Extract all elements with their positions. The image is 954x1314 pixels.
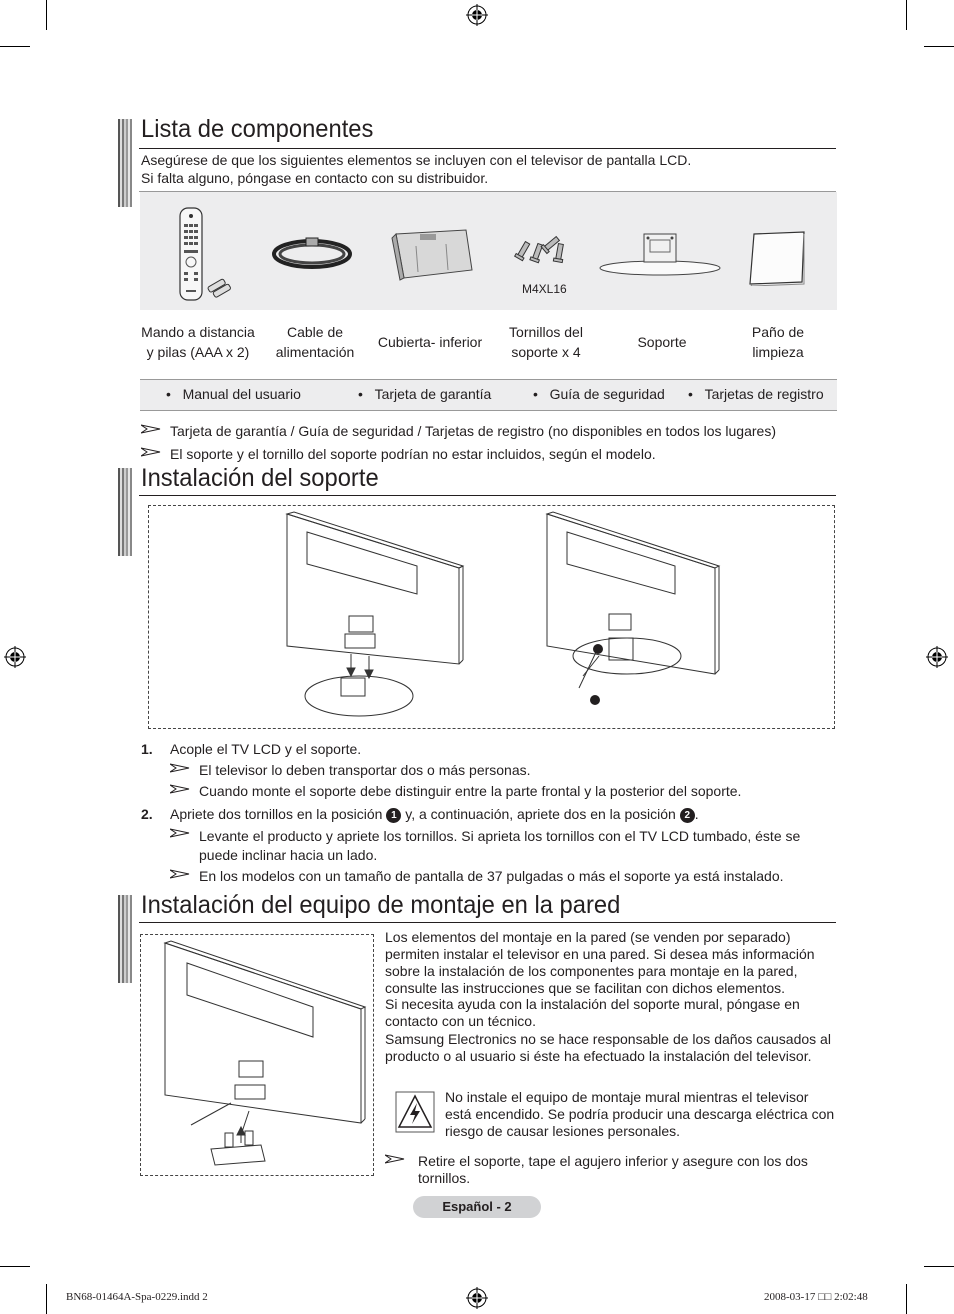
components-image-strip [140,192,837,310]
cleaning-cloth-icon [746,230,808,286]
registration-mark-icon [466,4,488,26]
section-title-stand: Instalación del soporte [141,464,379,492]
accessory-item: • Manual del usuario [166,386,301,402]
step-text: Apriete dos tornillos en la posición 1 y, a continuación, apriete dos en la posición 2 . [170,806,699,822]
warning-text: No instale el equipo de montaje mural mientras el televisor está encendido. Se podría producir una descarga eléctrica con riesgo de causar lesiones personales. [445,1089,835,1139]
note-arrow-icon [141,424,161,434]
registration-mark-icon [466,1287,488,1309]
registration-mark-icon [4,646,26,668]
crop-mark [906,1284,907,1314]
note-text: Tarjeta de garantía / Guía de seguridad / Tarjetas de registro (no disponibles en todos los lugares) [170,423,776,439]
crop-mark [906,0,907,30]
accessories-row [140,379,837,411]
callout-1-icon [590,695,600,705]
section-rule [139,148,836,149]
intro-line: Si falta alguno, póngase en contacto con su distribuidor. [141,170,489,186]
callout-number-1: 1 [386,808,401,823]
crop-mark [0,1266,30,1267]
wall-mount-illustration-box [140,934,374,1176]
crop-mark [924,46,954,47]
step-number: 1. [141,741,153,757]
note-text: Retire el soporte, tape el agujero inferior y asegure con los dos tornillos. [418,1153,808,1186]
crop-mark [46,1284,47,1314]
note-arrow-icon [170,869,190,879]
stand-install-diagram [149,506,834,728]
note-arrow-icon [385,1154,405,1164]
note-text: Cuando monte el soporte debe distinguir entre la parte frontal y la posterior del soporte. [199,783,742,799]
registration-mark-icon [926,646,948,668]
wall-mount-paragraph: Si necesita ayuda con la instalación del soporte mural, póngase en contacto con un técnico. [385,996,800,1029]
note-text: Levante el producto y apriete los tornillos. Si aprieta los tornillos con el TV LCD tumbado, éste se puede inclinar hacia un lado. [199,828,801,863]
crop-mark [46,0,47,30]
component-label: Paño de limpieza [751,324,805,360]
accessory-item: • Tarjeta de garantía [358,386,492,402]
screw-code-label: M4XL16 [522,282,567,296]
component-label: Cubierta- inferior [377,334,483,350]
note-text: En los modelos con un tamaño de pantalla de 37 pulgadas o más el soporte ya está instalado. [199,868,784,884]
power-cable-icon [270,236,354,272]
component-label: Mando a distancia y pilas (AAA x 2) [141,324,255,360]
component-label: Tornillos del soporte x 4 [509,324,583,360]
wall-mount-paragraph: Samsung Electronics no se hace responsable de los daños causados al producto o al usuario si éste ha efectuado la instalación del televisor. [385,1031,831,1064]
note-arrow-icon [170,763,190,773]
stand-icon [598,228,724,278]
electric-shock-warning-icon [395,1091,435,1133]
wall-mount-paragraph: Los elementos del montaje en la pared (se venden por separado) permiten instalar el televisor en una pared. Si desea más información sobre la instalación de los componentes para montaje en la pared, consulte las instrucciones que se facilitan con dichos elementos. [385,929,815,996]
section-rule [139,922,836,923]
section-title-wall-mount: Instalación del equipo de montaje en la pared [141,891,621,919]
crop-mark [924,1266,954,1267]
wall-mount-diagram [141,935,373,1175]
step-text: Acople el TV LCD y el soporte. [170,741,362,757]
note-text: El televisor lo deben transportar dos o más personas. [199,762,531,778]
remote-control-icon [176,206,236,302]
step-number: 2. [141,806,153,822]
section-rule [139,495,836,496]
accessory-item: • Tarjetas de registro [688,386,824,402]
intro-line: Asegúrese de que los siguientes elementos se incluyen con el televisor de pantalla LCD. [141,152,692,168]
section-bar [118,895,132,983]
file-name: BN68-01464A-Spa-0229.indd 2 [66,1291,208,1303]
component-label: Soporte [637,334,687,350]
stand-illustration-box [148,505,835,729]
section-title-components: Lista de componentes [141,115,374,143]
screws-icon [514,230,570,272]
components-table [140,192,837,410]
callout-number-2: 2 [680,808,695,823]
bottom-cover-icon [386,226,476,282]
accessory-item: • Guía de seguridad [533,386,665,402]
note-arrow-icon [141,447,161,457]
section-bar [118,119,132,207]
print-timestamp: 2008-03-17 □□ 2:02:48 [764,1291,868,1303]
note-text: El soporte y el tornillo del soporte podrían no estar incluidos, según el modelo. [170,446,656,462]
component-label: Cable de alimentación [275,324,355,360]
page-number-badge: Español - 2 [413,1196,541,1218]
crop-mark [0,46,30,47]
note-arrow-icon [170,828,190,838]
section-bar [118,468,132,556]
callout-2-icon [593,644,603,654]
note-arrow-icon [170,784,190,794]
